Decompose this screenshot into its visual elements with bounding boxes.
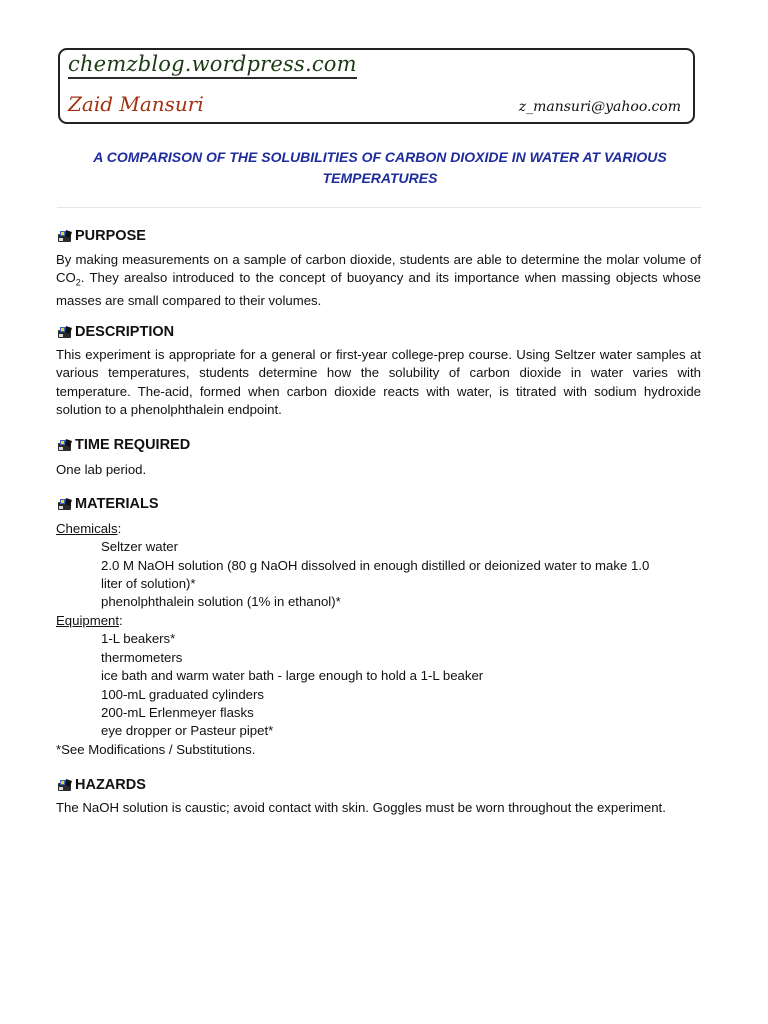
purpose-text-part-1: By making measurements on a sample of carbon dioxide, students are able to determine the molar volume of CO	[56, 252, 701, 286]
equipment-label: Equipment	[56, 613, 120, 628]
equipment-label-line: Equipment:	[56, 613, 123, 628]
list-item: 2.0 M NaOH solution (80 g NaOH dissolved in enough distilled or deionized water to make 1.0	[101, 558, 650, 573]
co2-subscript: 2	[75, 277, 81, 288]
bullet-icon	[57, 497, 74, 511]
purpose-paragraph	[56, 251, 701, 311]
author-name: Zaid Mansuri	[68, 92, 204, 116]
header-banner	[58, 48, 695, 124]
section-purpose-heading	[57, 227, 146, 245]
list-item: 200-mL Erlenmeyer flasks	[101, 705, 254, 720]
list-item: liter of solution)*	[101, 576, 196, 591]
list-item: thermometers	[101, 650, 183, 665]
section-heading-label: TIME REQUIRED	[75, 437, 191, 453]
section-heading-label: DESCRIPTION	[75, 324, 175, 340]
section-description-heading	[57, 323, 174, 341]
section-heading-label: HAZARDS	[75, 777, 146, 793]
title-divider	[57, 207, 701, 208]
author-email: z_mansuri@yahoo.com	[518, 99, 681, 115]
chemicals-label: Chemicals	[56, 521, 118, 536]
description-paragraph: This experiment is appropriate for a general or first-year college-prep course. Using Seltzer water samples at various temperatures, students determine how the solubility of carbon dioxide in water varies with temperature. The-acid, formed when carbon dioxide reacts with water, is titrated with sodium hydroxide solution to a phenolphthalein endpoint.	[56, 347, 701, 417]
section-time-heading	[57, 436, 190, 454]
purpose-text-part-2: . They arealso introduced to the concept of buoyancy and its importance when massing objects whose masses are small compared to their volumes.	[56, 270, 701, 309]
list-item: eye dropper or Pasteur pipet*	[101, 723, 274, 738]
hazards-paragraph: The NaOH solution is caustic; avoid contact with skin. Goggles must be worn throughout the experiment.	[56, 800, 666, 815]
title-line-1: A COMPARISON OF THE SOLUBILITIES OF CARBON DIOXIDE IN WATER AT VARIOUS	[93, 149, 667, 165]
time-required-text: One lab period.	[56, 462, 147, 477]
list-item: 100-mL graduated cylinders	[101, 687, 264, 702]
list-item: ice bath and warm water bath - large enough to hold a 1-L beaker	[101, 668, 484, 683]
section-materials-heading	[57, 495, 159, 513]
bullet-icon	[57, 325, 74, 339]
site-name: chemzblog.wordpress.com	[68, 52, 357, 79]
title-line-2: TEMPERATURES	[322, 170, 438, 186]
list-item: Seltzer water	[101, 539, 178, 554]
modifications-note: *See Modifications / Substitutions.	[56, 742, 256, 757]
list-item: 1-L beakers*	[101, 631, 176, 646]
section-heading-label: PURPOSE	[75, 228, 146, 244]
bullet-icon	[57, 229, 74, 243]
document-title	[60, 147, 700, 189]
section-heading-label: MATERIALS	[75, 496, 159, 512]
chemicals-label-line: Chemicals:	[56, 521, 122, 536]
list-item: phenolphthalein solution (1% in ethanol)*	[101, 594, 341, 609]
bullet-icon	[57, 778, 74, 792]
bullet-icon	[57, 438, 74, 452]
section-hazards-heading	[57, 776, 146, 794]
